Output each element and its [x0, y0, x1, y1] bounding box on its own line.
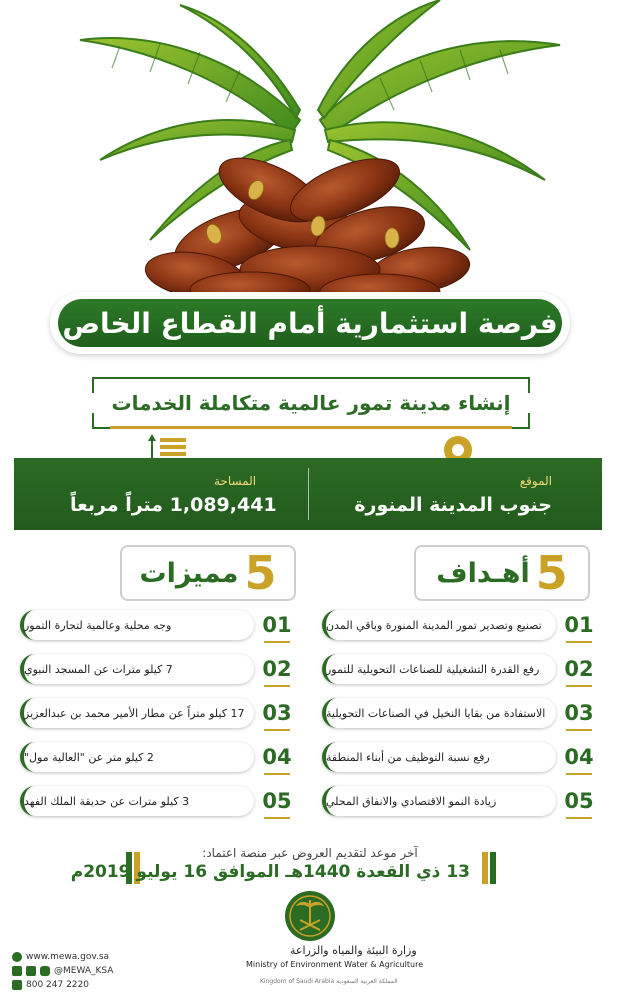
website-text[interactable]: www.mewa.gov.sa — [26, 952, 110, 962]
list-item — [322, 654, 600, 684]
ministry-name-en: Ministry of Environment Water & Agriculture — [246, 960, 424, 969]
instagram-icon — [40, 966, 50, 976]
goal-number: 01 — [558, 610, 600, 640]
page-title: فرصة استثمارية أمام القطاع الخاص — [58, 299, 562, 347]
list-item — [20, 610, 298, 640]
features-heading: مميزات — [139, 557, 239, 589]
list-item — [20, 698, 298, 728]
kingdom-text: Kingdom of Saudi Arabia المملكة العربية السعودية — [260, 978, 398, 985]
social-handle[interactable]: @MEWA_KSA — [54, 966, 114, 976]
ministry-emblem-icon — [284, 890, 336, 942]
phone-icon — [12, 980, 22, 990]
goals-count: 5 — [535, 546, 568, 600]
feature-text: 3 كيلو مترات عن حديقة الملك الفهد — [20, 786, 254, 816]
list-item — [20, 654, 298, 684]
feature-text: 2 كيلو متر عن "العالية مول" — [20, 742, 254, 772]
deadline-stripe-right-gold — [482, 852, 488, 884]
goal-text: الاستفادة من بقايا النخيل في الصناعات التحويلية — [322, 698, 556, 728]
list-item — [322, 698, 600, 728]
list-item — [322, 742, 600, 772]
goal-number: 03 — [558, 698, 600, 728]
ministry-name-ar: وزارة البيئة والمياه والزراعة — [290, 944, 417, 957]
subtitle-text: إنشاء مدينة تمور عالمية متكاملة الخدمات — [111, 391, 511, 415]
feature-text: 17 كيلو متراً عن مطار الأمير محمد بن عبدالعزيز — [20, 698, 254, 728]
feature-number: 05 — [256, 786, 298, 816]
dates-pile — [142, 145, 472, 310]
goal-text: تصنيع وتصدير تمور المدينة المنورة وباقي المدن — [322, 610, 556, 640]
list-item — [322, 610, 600, 640]
list-item — [20, 786, 298, 816]
goal-text: رفع نسبة التوظيف من أبناء المنطقة — [322, 742, 556, 772]
feature-number: 01 — [256, 610, 298, 640]
subtitle-box — [92, 377, 530, 429]
band-divider — [308, 468, 309, 520]
goal-text: رفع القدرة التشغيلية للصناعات التحويلية للتمور — [322, 654, 556, 684]
deadline-stripe-right-green — [490, 852, 496, 884]
goals-heading: أهـداف — [436, 557, 530, 589]
deadline-label: آخر موعد لتقديم العروض عبر منصة اعتماد: — [202, 846, 418, 860]
feature-text: وجه محلية وعالمية لتجارة التمور — [20, 610, 254, 640]
subtitle-underline — [110, 426, 512, 429]
area-value: 1,089,441 متراً مربعاً — [70, 494, 277, 516]
features-header — [120, 545, 296, 601]
title-banner — [50, 292, 570, 354]
location-label: الموقع — [519, 474, 552, 488]
goal-text: زيادة النمو الاقتصادي والانفاق المحلي — [322, 786, 556, 816]
feature-text: 7 كيلو مترات عن المسجد النبوي — [20, 654, 254, 684]
twitter-icon — [12, 966, 22, 976]
features-count: 5 — [244, 546, 277, 600]
feature-number: 02 — [256, 654, 298, 684]
social-line — [12, 966, 113, 976]
hero-illustration — [0, 0, 621, 330]
phone-number[interactable]: 800 247 2220 — [26, 980, 89, 990]
goal-number: 05 — [558, 786, 600, 816]
facebook-icon — [26, 966, 36, 976]
info-band — [14, 458, 602, 530]
location-value: جنوب المدينة المنورة — [354, 494, 552, 516]
website-line — [12, 952, 109, 962]
goal-number: 04 — [558, 742, 600, 772]
list-item — [20, 742, 298, 772]
list-item — [322, 786, 600, 816]
globe-icon — [12, 952, 22, 962]
phone-line — [12, 980, 89, 990]
feature-number: 04 — [256, 742, 298, 772]
area-label: المساحة — [214, 474, 257, 488]
feature-number: 03 — [256, 698, 298, 728]
deadline-date: 13 ذي القعدة 1440هـ الموافق 16 يوليو 2019م — [70, 862, 470, 882]
goal-number: 02 — [558, 654, 600, 684]
goals-header — [414, 545, 590, 601]
